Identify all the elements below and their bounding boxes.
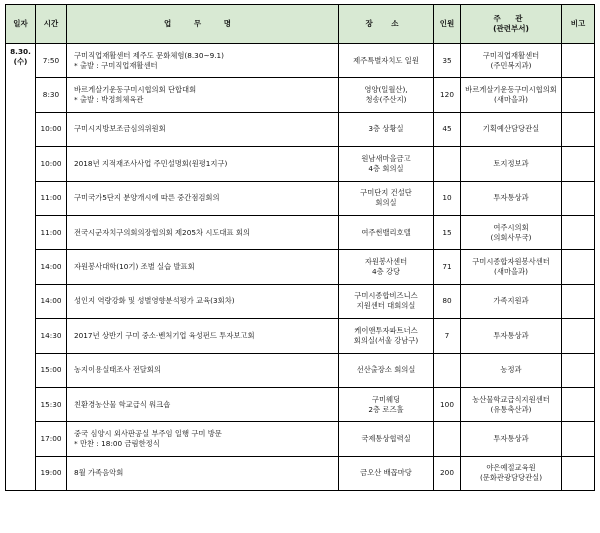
note-cell [562,181,595,215]
host-dept: (유통축산과) [490,404,532,414]
duty-title: 농지이용실태조사 전달회의 [74,365,161,375]
header-people: 인원 [434,5,461,44]
duty-title: 2017년 상반기 구미 중소·벤처기업 육성펀드 투자보고회 [74,330,255,340]
duty-cell [67,215,339,249]
note-cell [562,284,595,318]
duty-title: 구미국가5단지 분양개시에 따른 중간점검회의 [74,193,220,203]
place-line: 케이앤투자파트너스 [354,325,418,335]
place-line: 구미단지 건설단 [360,188,412,198]
people-cell: 10 [434,181,461,215]
time-cell: 19:00 [36,456,67,490]
note-cell [562,250,595,284]
time-cell: 14:30 [36,319,67,353]
people-cell: 120 [434,78,461,112]
header-row [6,5,595,44]
place-cell [339,284,434,318]
time-cell: 10:00 [36,112,67,146]
host-name: 야은예절교육원 [486,463,536,473]
duty-title: 구미직업재활센터 제주도 문화체험(8.30~9.1) [74,50,225,60]
place-line: 자원봉사센터 [364,257,408,267]
time-cell: 8:30 [36,78,67,112]
duty-title: 자원봉사대학(10기) 조별 실습 발표회 [74,262,195,272]
schedule-table [5,4,595,491]
host-cell [461,422,562,456]
note-cell [562,387,595,421]
place-line-2: 청송(주산지) [365,95,407,105]
host-cell [461,387,562,421]
host-dept: (문화관광담당관실) [479,473,543,483]
note-cell [562,215,595,249]
table-row [6,353,595,387]
table-row [6,78,595,112]
place-cell [339,456,434,490]
place-cell [339,319,434,353]
people-cell: 45 [434,112,461,146]
duty-title: 8월 가족음악회 [74,468,124,478]
note-cell [562,112,595,146]
place-cell [339,147,434,181]
host-name: 구미직업재활센터 [482,50,540,60]
people-cell [434,353,461,387]
duty-cell [67,250,339,284]
note-cell [562,353,595,387]
table-row [6,284,595,318]
duty-cell [67,181,339,215]
duty-cell [67,353,339,387]
host-name: 농정과 [500,365,522,375]
note-cell [562,456,595,490]
header-host [461,5,562,44]
host-cell [461,250,562,284]
header-host-label: 주 관 [493,14,529,23]
duty-title: 바르게살기운동구미시협의회 단합대회 [74,85,197,95]
people-cell: 200 [434,456,461,490]
host-dept: (새마을과) [494,267,528,277]
place-line: 구미웨딩 [371,394,401,404]
people-cell [434,147,461,181]
place-line-2: 4층 강당 [371,267,401,277]
place-line: 원남새마을금고 [361,153,411,163]
header-duty: 업 무 명 [67,5,339,44]
duty-cell [67,319,339,353]
place-line-2: 회의실(서울 강남구) [353,335,419,345]
time-cell: 14:00 [36,250,67,284]
note-cell [562,78,595,112]
time-cell: 14:00 [36,284,67,318]
place-line: 영양(일월산), [364,85,408,95]
place-line: 구미시종합비즈니스 [354,291,418,301]
place-cell [339,387,434,421]
place-line-2: 4층 회의실 [368,163,404,173]
place-cell [339,422,434,456]
place-cell [339,78,434,112]
time-cell: 11:00 [36,181,67,215]
duty-title: 전국시군자치구의회의장협의회 제205차 시도대표 회의 [74,227,250,237]
duty-cell [67,456,339,490]
time-cell: 15:00 [36,353,67,387]
time-cell: 11:00 [36,215,67,249]
table-row [6,215,595,249]
host-name: 투자통상과 [493,193,529,203]
host-cell [461,215,562,249]
header-date: 일자 [6,5,36,44]
duty-title: 성인지 역량강화 및 성별영향분석평가 교육(3회차) [74,296,235,306]
host-name: 토지정보과 [493,158,529,168]
host-cell [461,112,562,146]
header-place: 장 소 [339,5,434,44]
duty-cell [67,422,339,456]
place-line-2: 지원센터 대회의실 [356,301,416,311]
host-cell [461,78,562,112]
host-name: 투자통상과 [493,433,529,443]
duty-cell [67,78,339,112]
table-row [6,112,595,146]
people-cell: 71 [434,250,461,284]
place-cell [339,44,434,78]
place-cell [339,112,434,146]
place-line: 금오산 배꼽마당 [360,468,412,478]
duty-cell [67,44,339,78]
date-label: 8.30. [10,47,31,56]
duty-title: 2018년 지적재조사사업 주민설명회(원평1지구) [74,158,228,168]
people-cell: 100 [434,387,461,421]
duty-cell [67,147,339,181]
place-cell [339,353,434,387]
host-name: 투자통상과 [493,330,529,340]
host-name: 농산물학교급식지원센터 [472,394,550,404]
note-cell [562,422,595,456]
time-cell: 10:00 [36,147,67,181]
people-cell: 15 [434,215,461,249]
host-cell [461,147,562,181]
place-line-2: 2층 로즈홀 [368,404,404,414]
note-cell [562,44,595,78]
place-cell [339,181,434,215]
place-line: 제주특별자치도 일원 [353,55,419,65]
host-name: 여주시의회 [493,222,529,232]
header-time: 시간 [36,5,67,44]
header-host-dept: (관련부서) [493,24,529,33]
host-cell [461,44,562,78]
duty-cell [67,112,339,146]
host-cell [461,319,562,353]
duty-title: 중국 심양시 외사판공실 부주임 일행 구미 방문 [74,428,222,438]
place-line: 여주썬밸리호텔 [361,227,411,237]
host-dept: (새마을과) [494,95,528,105]
table-row [6,319,595,353]
date-cell [6,44,36,491]
weekday-label: (수) [13,57,28,66]
place-line: 선산출장소 회의실 [356,365,416,375]
schedule-body [6,44,595,491]
host-cell [461,353,562,387]
time-cell: 7:50 [36,44,67,78]
duty-note: * 만찬 : 18:00 금림한정식 [74,438,160,448]
host-name: 기획예산담당관실 [482,124,540,134]
people-cell [434,422,461,456]
host-dept: (주민복지과) [490,60,532,70]
header-note: 비고 [562,5,595,44]
table-row [6,250,595,284]
table-row [6,147,595,181]
place-line: 국제통상협력실 [361,433,411,443]
duty-note: * 출발 : 박정희체육관 [74,95,144,105]
place-cell [339,250,434,284]
host-name: 구미시종합자원봉사센터 [472,257,550,267]
duty-title: 친환경농산물 학교급식 워크숍 [74,399,171,409]
table-row [6,44,595,78]
duty-title: 구미시지방보조금심의위원회 [74,124,166,134]
table-row [6,422,595,456]
host-cell [461,181,562,215]
duty-cell [67,387,339,421]
time-cell: 15:30 [36,387,67,421]
place-cell [339,215,434,249]
place-line: 3층 상황실 [368,124,404,134]
host-dept: (의회사무국) [490,232,532,242]
note-cell [562,147,595,181]
host-name: 바르게살기운동구미시협의회 [465,85,557,95]
people-cell: 7 [434,319,461,353]
host-name: 가족지원과 [493,296,529,306]
table-row [6,456,595,490]
duty-cell [67,284,339,318]
time-cell: 17:00 [36,422,67,456]
people-cell: 35 [434,44,461,78]
duty-note: * 출발 : 구미직업재활센터 [74,60,158,70]
table-row [6,387,595,421]
host-cell [461,456,562,490]
place-line-2: 회의실 [375,198,397,208]
table-row [6,181,595,215]
people-cell: 80 [434,284,461,318]
note-cell [562,319,595,353]
host-cell [461,284,562,318]
